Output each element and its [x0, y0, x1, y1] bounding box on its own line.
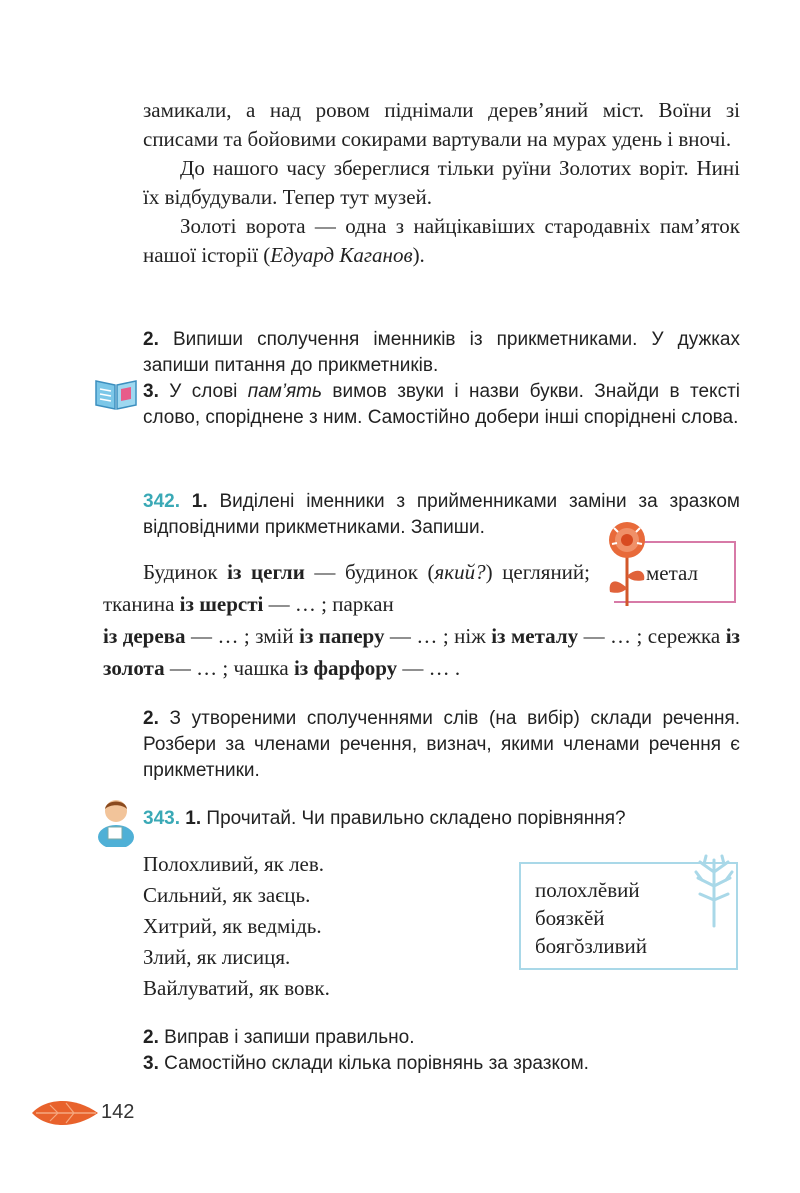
ex343-instruction: 343. 1. Прочитай. Чи правильно складено порівняння? — [143, 808, 626, 829]
comparison-list — [143, 849, 330, 1004]
intro-paragraph-3: Золоті ворота — одна з найцікавіших стародавніх пам’яток нашої історії (Едуард Каганов). — [143, 214, 740, 267]
ex342-instruction: 342. 1. Виділені іменники з прийменниками заміни за зразком відповідними прикметниками. Запиши. — [143, 491, 740, 538]
exercise-number: 342. — [143, 491, 180, 512]
ex342-body: Будинок із цегли — будинок (який?) цегляний; тканина із шерсті — … ; паркан із дерева — … ; змій із паперу — … ; ніж із металу — … ; сережка із золота — … ; чашка із фарфору — … . — [103, 560, 740, 680]
list-item: Злий, як лисиця. — [143, 945, 291, 969]
tasks-341 — [143, 327, 740, 431]
boy-reading-icon — [94, 795, 138, 847]
page-number: 142 — [101, 1101, 135, 1123]
list-item: Сильний, як заєць. — [143, 883, 311, 907]
intro-paragraph-1: замикали, а над ровом піднімали дерев’яний міст. Воїни зі списами та бойовими сокирами вартували на мурах удень і вночі. — [143, 98, 740, 151]
list-item: Вайлуватий, як вовк. — [143, 976, 330, 1000]
list-item: Полохливий, як лев. — [143, 852, 325, 876]
exercise-number: 343. — [143, 808, 180, 829]
list-item: Хитрий, як ведмідь. — [143, 914, 322, 938]
book-icon — [94, 375, 138, 411]
vocab-word: боязкĕй — [535, 906, 605, 930]
task-word: пам’ять — [247, 381, 323, 402]
snowflake-plant-icon — [690, 852, 738, 928]
task-2: 2. Виправ і запиши правильно. — [143, 1027, 415, 1048]
author-name: Едуард Каганов — [270, 243, 413, 267]
task-3: 3. Самостійно склади кілька порівнянь за зразком. — [143, 1053, 589, 1074]
vocab-word: полохлĕвий — [535, 878, 640, 902]
vocab-word: боягŏзливий — [535, 934, 647, 958]
task-3: 3. У слові пам’ять вимов звуки і назви букви. Знайди в тексті слово, споріднене з ним. Самостійно добери інші споріднені слова. — [143, 381, 741, 428]
vocab-word: метал — [646, 561, 699, 585]
intro-paragraph-2: До нашого часу збереглися тільки руїни Золотих воріт. Нині їх відбудували. Тепер тут музей. — [143, 156, 740, 209]
leaf-ornament-icon — [30, 1094, 100, 1132]
task-2: 2. Випиши сполучення іменників із прикметниками. У дужках запиши питання до прикметників. — [143, 329, 740, 376]
ex343-tasks — [143, 1025, 740, 1077]
intro-text — [143, 96, 740, 270]
ex342-task-2: 2. З утвореними сполученнями слів (на вибір) склади речення. Розбери за членами речення, визнач, якими членами речення є прикметники. — [143, 708, 741, 781]
